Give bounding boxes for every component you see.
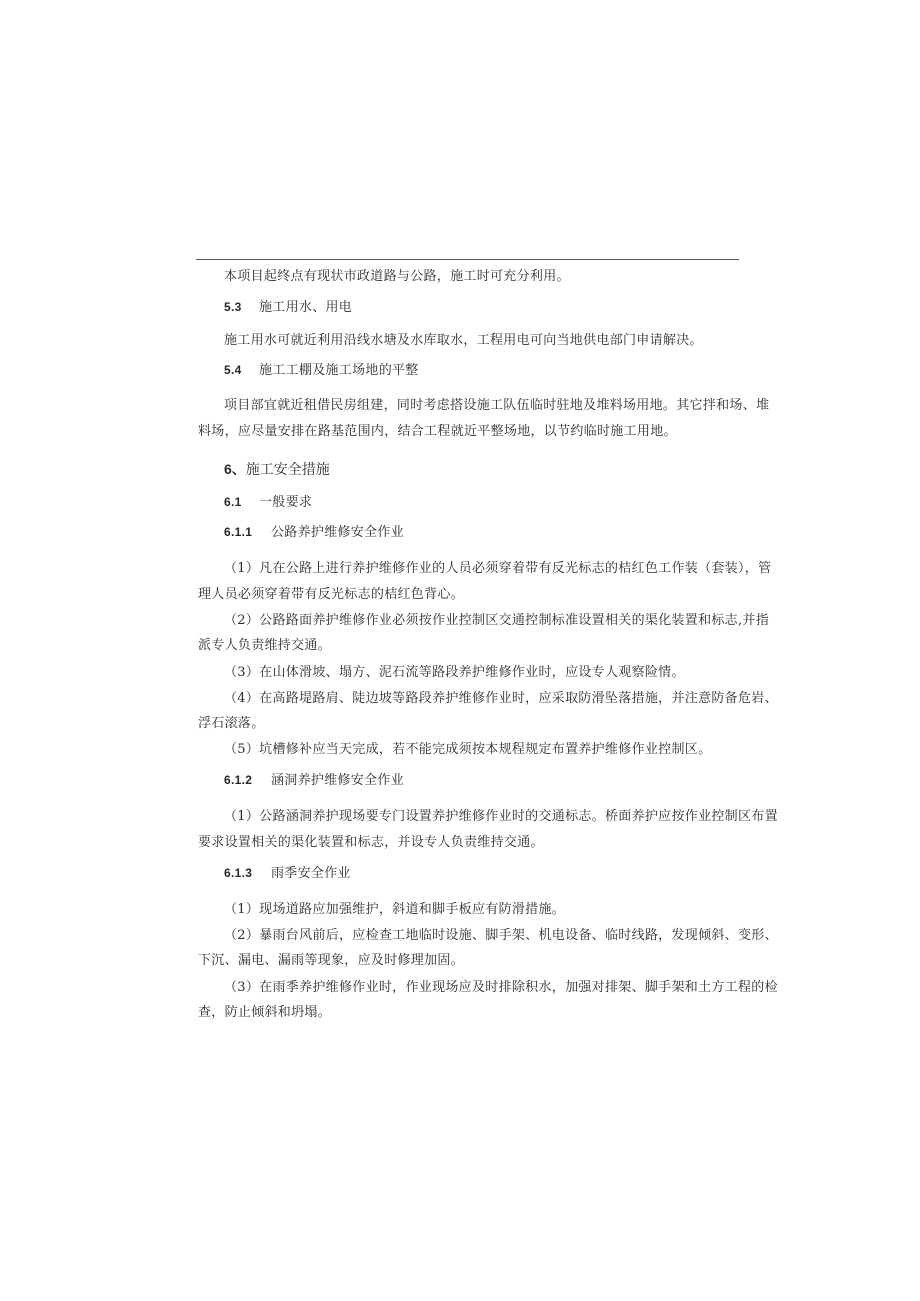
paragraph-line: 施工用水可就近利用沿线水塘及水库取水，工程用电可向当地供电部门申请解决。 xyxy=(224,333,703,348)
paragraph-line: 项目部宜就近租借民房组建，同时考虑搭设施工队伍临时驻地及堆料场用地。其它拌和场、堆 xyxy=(224,398,770,413)
section-title: 涵洞养护维修安全作业 xyxy=(271,773,405,788)
paragraph-line: 理人员必须穿着带有反光标志的桔红色背心。 xyxy=(198,587,465,602)
paragraph-line: 浮石滚落。 xyxy=(198,716,265,731)
section-heading-5-4 xyxy=(224,362,419,379)
section-number: 5.4 xyxy=(224,363,242,377)
chapter-title: 施工安全措施 xyxy=(245,461,330,477)
section-title: 施工用水、用电 xyxy=(259,300,353,315)
paragraph-line: （4）在高路堤路肩、陡边坡等路段养护维修作业时，应采取防滑坠落措施，并注意防备危岩、 xyxy=(224,691,778,706)
paragraph-line: 下沉、漏电、漏雨等现象，应及时修理加固。 xyxy=(198,953,465,968)
paragraph-line: 派专人负责维持交通。 xyxy=(198,638,332,653)
section-heading-5-3 xyxy=(224,299,352,316)
section-number: 5.3 xyxy=(224,300,242,314)
chapter-number: 6、 xyxy=(224,461,246,477)
paragraph-line: （3）在山体滑坡、塌方、泥石流等路段养护维修作业时，应设专人观察险情。 xyxy=(224,665,685,680)
paragraph-line: （1）现场道路应加强维护，斜道和脚手板应有防滑措施。 xyxy=(224,902,566,917)
section-heading-6-1-3 xyxy=(224,865,351,882)
paragraph-line: 料场，应尽量安排在路基范围内，结合工程就近平整场地，以节约临时施工用地。 xyxy=(198,424,677,439)
section-heading-6-1-1 xyxy=(224,524,404,541)
chapter-heading-6 xyxy=(224,460,330,478)
section-number: 6.1.2 xyxy=(224,773,253,787)
paragraph-line: （2）公路路面养护维修作业必须按作业控制区交通控制标准设置相关的渠化装置和标志,并指 xyxy=(224,613,770,628)
section-heading-6-1 xyxy=(224,494,312,511)
paragraph-line: 查，防止倾斜和坍塌。 xyxy=(198,1005,332,1020)
section-title: 施工工棚及施工场地的平整 xyxy=(259,363,419,378)
paragraph-line: （2）暴雨台风前后，应检查工地临时设施、脚手架、机电设备、临时线路，发现倾斜、变形、 xyxy=(224,928,778,943)
paragraph-line: （3）在雨季养护维修作业时，作业现场应及时排除积水，加强对排架、脚手架和土方工程的检 xyxy=(224,980,778,995)
section-number: 6.1.3 xyxy=(224,866,253,880)
paragraph-line: （1）公路涵洞养护现场要专门设置养护维修作业时的交通标志。桥面养护应按作业控制区布置 xyxy=(224,809,778,824)
section-title: 雨季安全作业 xyxy=(271,866,351,881)
paragraph-line: 要求设置相关的渠化装置和标志，并设专人负责维持交通。 xyxy=(198,835,544,850)
section-heading-6-1-2 xyxy=(224,772,404,789)
paragraph-line: 本项目起终点有现状市政道路与公路，施工时可充分利用。 xyxy=(224,269,570,284)
paragraph-line: （1）凡在公路上进行养护维修作业的人员必须穿着带有反光标志的桔红色工作装（套装），管 xyxy=(224,561,772,576)
header-rule xyxy=(196,259,739,260)
section-number: 6.1.1 xyxy=(224,525,253,539)
section-number: 6.1 xyxy=(224,495,242,509)
section-title: 公路养护维修安全作业 xyxy=(271,525,405,540)
section-title: 一般要求 xyxy=(259,495,313,510)
paragraph-line: （5）坑槽修补应当天完成，若不能完成须按本规程规定布置养护维修作业控制区。 xyxy=(224,742,712,757)
